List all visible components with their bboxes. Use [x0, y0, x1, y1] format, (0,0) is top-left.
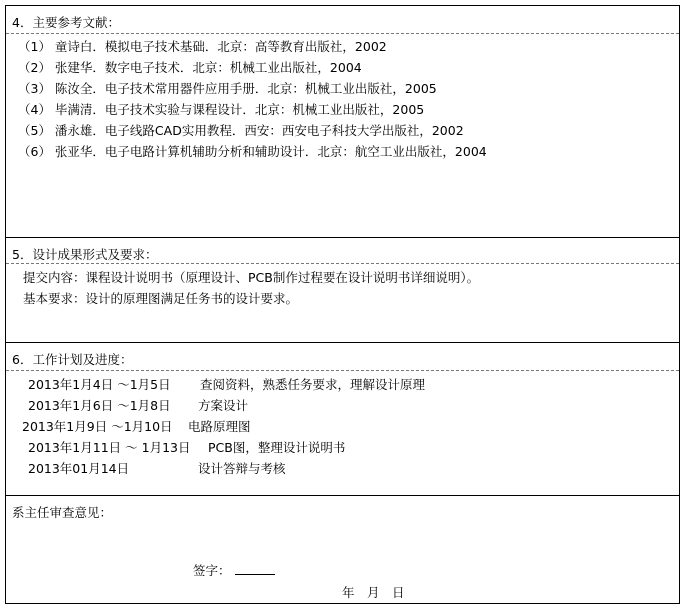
plan-row-task: 电路原理图	[188, 419, 251, 434]
work-plan-section	[6, 342, 679, 495]
plan-row	[28, 398, 171, 414]
deliverables-requirement: 基本要求：设计的原理图满足任务书的设计要求。	[23, 291, 299, 306]
signature-field	[193, 562, 275, 579]
review-date: 年 月 日	[342, 585, 405, 600]
signature-line[interactable]	[235, 562, 275, 575]
plan-row	[28, 461, 129, 477]
review-title: 系主任审查意见：	[12, 505, 113, 520]
plan-row-date: 2013年01月14日	[28, 461, 130, 476]
plan-row-task: 设计答辩与考核	[198, 461, 286, 476]
plan-row-date: 2013年1月11日 ～ 1月13日	[28, 440, 191, 455]
deliverables-divider	[6, 263, 679, 264]
signature-label: 签字：	[193, 563, 231, 578]
review-section	[6, 495, 679, 605]
reference-item: （4） 毕满清．电子技术实验与课程设计．北京：机械工业出版社，2005	[18, 102, 425, 117]
plan-row-task: 方案设计	[198, 398, 249, 413]
references-divider	[6, 33, 679, 34]
work-plan-title: 6．工作计划及进度：	[12, 352, 133, 367]
plan-row-task: 查阅资料，熟悉任务要求，理解设计原理	[200, 377, 426, 392]
plan-row-task: PCB图，整理设计说明书	[208, 440, 346, 455]
deliverables-title: 5．设计成果形式及要求：	[12, 247, 158, 262]
plan-row-date: 2013年1月4日 ～1月5日	[28, 377, 171, 392]
references-title: 4．主要参考文献：	[12, 15, 120, 30]
reference-item: （5） 潘永雄．电子线路CAD实用教程．西安：西安电子科技大学出版社，2002	[18, 123, 464, 138]
plan-row	[28, 440, 190, 456]
deliverables-content: 提交内容：课程设计说明书（原理设计、PCB制作过程要在设计说明书详细说明）。	[23, 270, 480, 285]
plan-row-date: 2013年1月9日 ～1月10日	[22, 419, 173, 434]
deliverables-section	[6, 237, 679, 342]
work-plan-divider	[6, 370, 679, 371]
plan-row-date: 2013年1月6日 ～1月8日	[28, 398, 171, 413]
references-section	[6, 6, 679, 237]
reference-item: （2） 张建华．数字电子技术．北京：机械工业出版社，2004	[18, 60, 362, 75]
reference-item: （6） 张亚华．电子电路计算机辅助分析和辅助设计．北京：航空工业出版社，2004	[18, 144, 487, 159]
plan-row	[28, 377, 171, 393]
plan-row	[22, 419, 173, 435]
reference-item: （1） 童诗白．模拟电子技术基础．北京：高等教育出版社，2002	[18, 39, 387, 54]
reference-item: （3） 陈汝全．电子技术常用器件应用手册．北京：机械工业出版社，2005	[18, 81, 437, 96]
task-form	[5, 5, 680, 604]
